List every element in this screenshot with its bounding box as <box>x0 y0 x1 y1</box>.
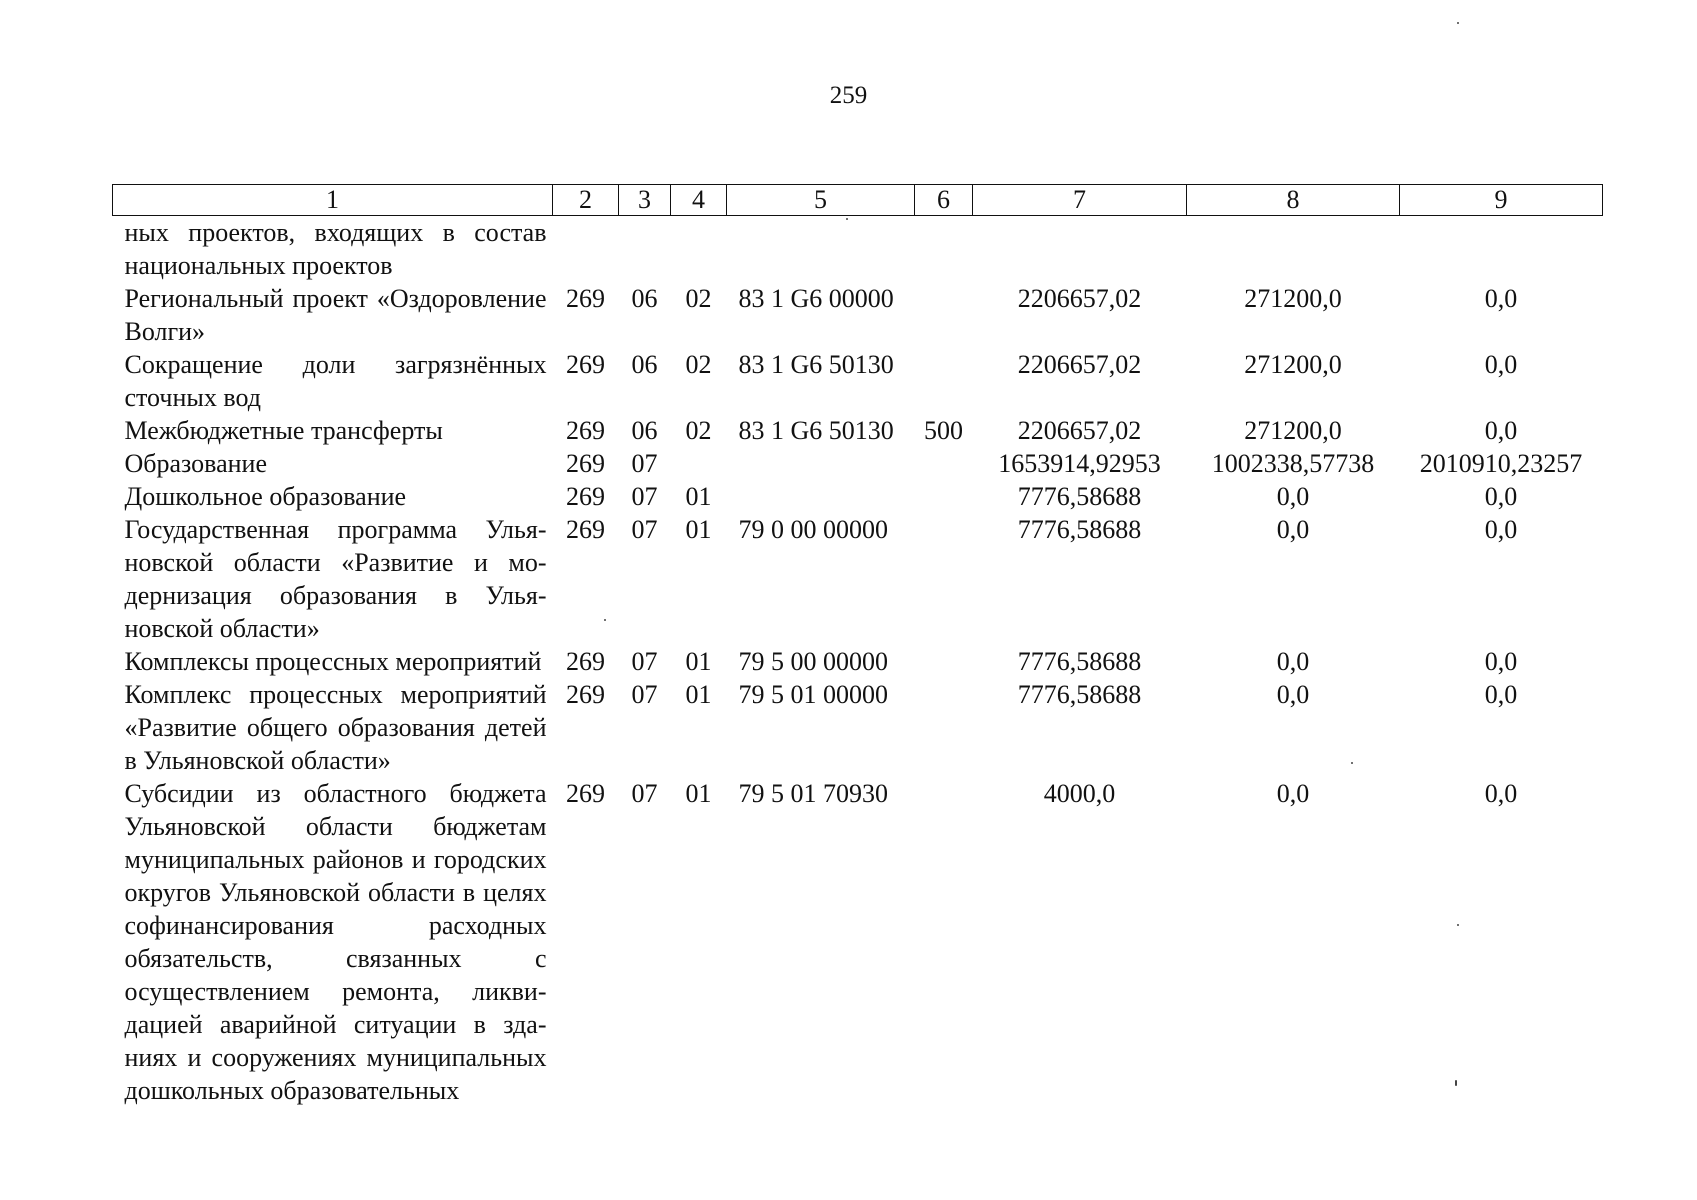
row-name: Субсидии из областного бюджета Ульяновской области бюджетам муниципальных районов и городских округов Ульяновской области в целях софинансирования расходных обязательств, связанных с осуществлением ремонта, ликвидацией аварийной ситуации в зданиях и сооружениях муниципальных дошкольных образовательных <box>124 779 547 1105</box>
scan-speck <box>1457 924 1459 926</box>
row-amount-col7: 7776,58688 <box>1017 515 1142 544</box>
row-amount-col7: 2206657,02 <box>1017 284 1142 313</box>
row-expense-type <box>915 645 973 678</box>
row-section-code <box>619 216 671 283</box>
row-section-code: 06 <box>631 350 658 379</box>
row-amount-col7: 7776,58688 <box>1017 647 1142 676</box>
header-cell-5: 5 <box>727 185 915 216</box>
header-cell-3: 3 <box>619 185 671 216</box>
row-expense-type: 500 <box>924 416 963 445</box>
row-amount-col8: 271200,0 <box>1244 350 1342 379</box>
row-target-article <box>727 216 915 283</box>
table-row <box>113 447 1603 480</box>
row-ministry-code: 269 <box>566 779 605 808</box>
row-expense-type <box>915 678 973 777</box>
budget-table <box>112 184 1603 1107</box>
row-amount-col9: 0,0 <box>1484 680 1518 709</box>
page-number: 259 <box>829 82 868 109</box>
table-row <box>113 348 1603 414</box>
row-section-code: 07 <box>631 482 658 511</box>
row-ministry-code: 269 <box>566 482 605 511</box>
row-amount-col8: 0,0 <box>1276 647 1310 676</box>
row-target-article: 83 1 G6 50130 <box>738 350 894 379</box>
row-section-code: 07 <box>631 647 658 676</box>
row-amount-col7: 7776,58688 <box>1017 482 1142 511</box>
row-name: Региональный проект «Оздоровление Волги» <box>124 284 547 346</box>
row-target-article: 79 0 00 00000 <box>738 515 888 544</box>
row-subsection-code: 02 <box>685 350 712 379</box>
header-cell-9: 9 <box>1400 185 1603 216</box>
table-row <box>113 678 1603 777</box>
row-subsection-code <box>671 216 727 283</box>
table-row <box>113 216 1603 283</box>
row-amount-col8: 1002338,57738 <box>1211 449 1375 478</box>
table-row <box>113 414 1603 447</box>
row-amount-col8: 271200,0 <box>1244 284 1342 313</box>
row-amount-col8 <box>1187 216 1400 283</box>
table-row <box>113 645 1603 678</box>
row-ministry-code: 269 <box>566 680 605 709</box>
table-body <box>113 216 1603 1108</box>
row-name: Комплекс процессных мероприятий «Развитие общего образования детей в Ульяновской области» <box>124 680 547 775</box>
row-amount-col8: 271200,0 <box>1244 416 1342 445</box>
header-cell-2: 2 <box>553 185 619 216</box>
row-name: ных проектов, входящих в состав национальных проектов <box>124 218 547 280</box>
table-row <box>113 282 1603 348</box>
row-amount-col7: 2206657,02 <box>1017 350 1142 379</box>
row-amount-col8: 0,0 <box>1276 482 1310 511</box>
row-subsection-code: 01 <box>685 482 712 511</box>
header-row <box>113 185 1603 216</box>
row-amount-col8: 0,0 <box>1276 515 1310 544</box>
row-section-code: 07 <box>631 779 658 808</box>
row-ministry-code <box>553 216 619 283</box>
row-name: Комплексы процессных мероприятий <box>124 647 542 676</box>
scan-speck <box>1455 1080 1457 1086</box>
row-amount-col9: 0,0 <box>1484 779 1518 808</box>
row-amount-col9 <box>1400 216 1603 283</box>
row-target-article: 83 1 G6 50130 <box>738 416 894 445</box>
row-section-code: 06 <box>631 284 658 313</box>
row-ministry-code: 269 <box>566 350 605 379</box>
row-expense-type <box>915 447 973 480</box>
row-amount-col9: 0,0 <box>1484 350 1518 379</box>
row-amount-col8: 0,0 <box>1276 680 1310 709</box>
row-target-article <box>727 447 915 480</box>
row-section-code: 07 <box>631 449 658 478</box>
row-amount-col7: 1653914,92953 <box>998 449 1161 478</box>
row-expense-type <box>915 348 973 414</box>
row-target-article: 79 5 00 00000 <box>738 647 888 676</box>
table-row <box>113 513 1603 645</box>
row-ministry-code: 269 <box>566 416 605 445</box>
row-amount-col7: 4000,0 <box>1043 779 1116 808</box>
header-cell-7: 7 <box>973 185 1187 216</box>
row-ministry-code: 269 <box>566 515 605 544</box>
row-amount-col9: 2010910,23257 <box>1419 449 1583 478</box>
row-expense-type <box>915 282 973 348</box>
row-subsection-code: 01 <box>685 515 712 544</box>
row-ministry-code: 269 <box>566 284 605 313</box>
row-section-code: 07 <box>631 515 658 544</box>
row-subsection-code: 01 <box>685 779 712 808</box>
row-subsection-code: 01 <box>685 680 712 709</box>
row-expense-type <box>915 513 973 645</box>
row-target-article: 79 5 01 70930 <box>738 779 888 808</box>
row-amount-col7 <box>973 216 1187 283</box>
header-cell-8: 8 <box>1187 185 1400 216</box>
row-ministry-code: 269 <box>566 647 605 676</box>
row-name: Сокращение доли загрязнённых сточных вод <box>124 350 547 412</box>
row-target-article: 79 5 01 00000 <box>738 680 888 709</box>
header-cell-1: 1 <box>113 185 553 216</box>
row-subsection-code: 02 <box>685 416 712 445</box>
row-amount-col9: 0,0 <box>1484 284 1518 313</box>
row-name: Дошкольное образование <box>124 482 407 511</box>
scan-speck <box>604 619 606 621</box>
row-name: Межбюджетные трансферты <box>124 416 443 445</box>
row-expense-type <box>915 216 973 283</box>
table-row <box>113 480 1603 513</box>
scan-speck <box>1457 22 1459 24</box>
row-amount-col9: 0,0 <box>1484 515 1518 544</box>
row-subsection-code: 01 <box>685 647 712 676</box>
scan-speck <box>846 218 848 220</box>
row-name: Образование <box>124 449 268 478</box>
row-amount-col7: 2206657,02 <box>1017 416 1142 445</box>
row-subsection-code <box>671 447 727 480</box>
row-subsection-code: 02 <box>685 284 712 313</box>
table-row <box>113 777 1603 1107</box>
row-section-code: 06 <box>631 416 658 445</box>
scan-speck <box>1351 762 1353 764</box>
header-cell-6: 6 <box>915 185 973 216</box>
table-header <box>113 185 1603 216</box>
row-expense-type <box>915 480 973 513</box>
row-target-article: 83 1 G6 00000 <box>738 284 894 313</box>
header-cell-4: 4 <box>671 185 727 216</box>
row-expense-type <box>915 777 973 1107</box>
row-amount-col9: 0,0 <box>1484 482 1518 511</box>
row-target-article <box>727 480 915 513</box>
row-section-code: 07 <box>631 680 658 709</box>
row-amount-col8: 0,0 <box>1276 779 1310 808</box>
row-amount-col9: 0,0 <box>1484 647 1518 676</box>
row-amount-col9: 0,0 <box>1484 416 1518 445</box>
row-amount-col7: 7776,58688 <box>1017 680 1142 709</box>
row-ministry-code: 269 <box>566 449 605 478</box>
row-name: Государственная программа Ульяновской области «Развитие и модернизация образования в Ульяновской области» <box>124 515 547 643</box>
